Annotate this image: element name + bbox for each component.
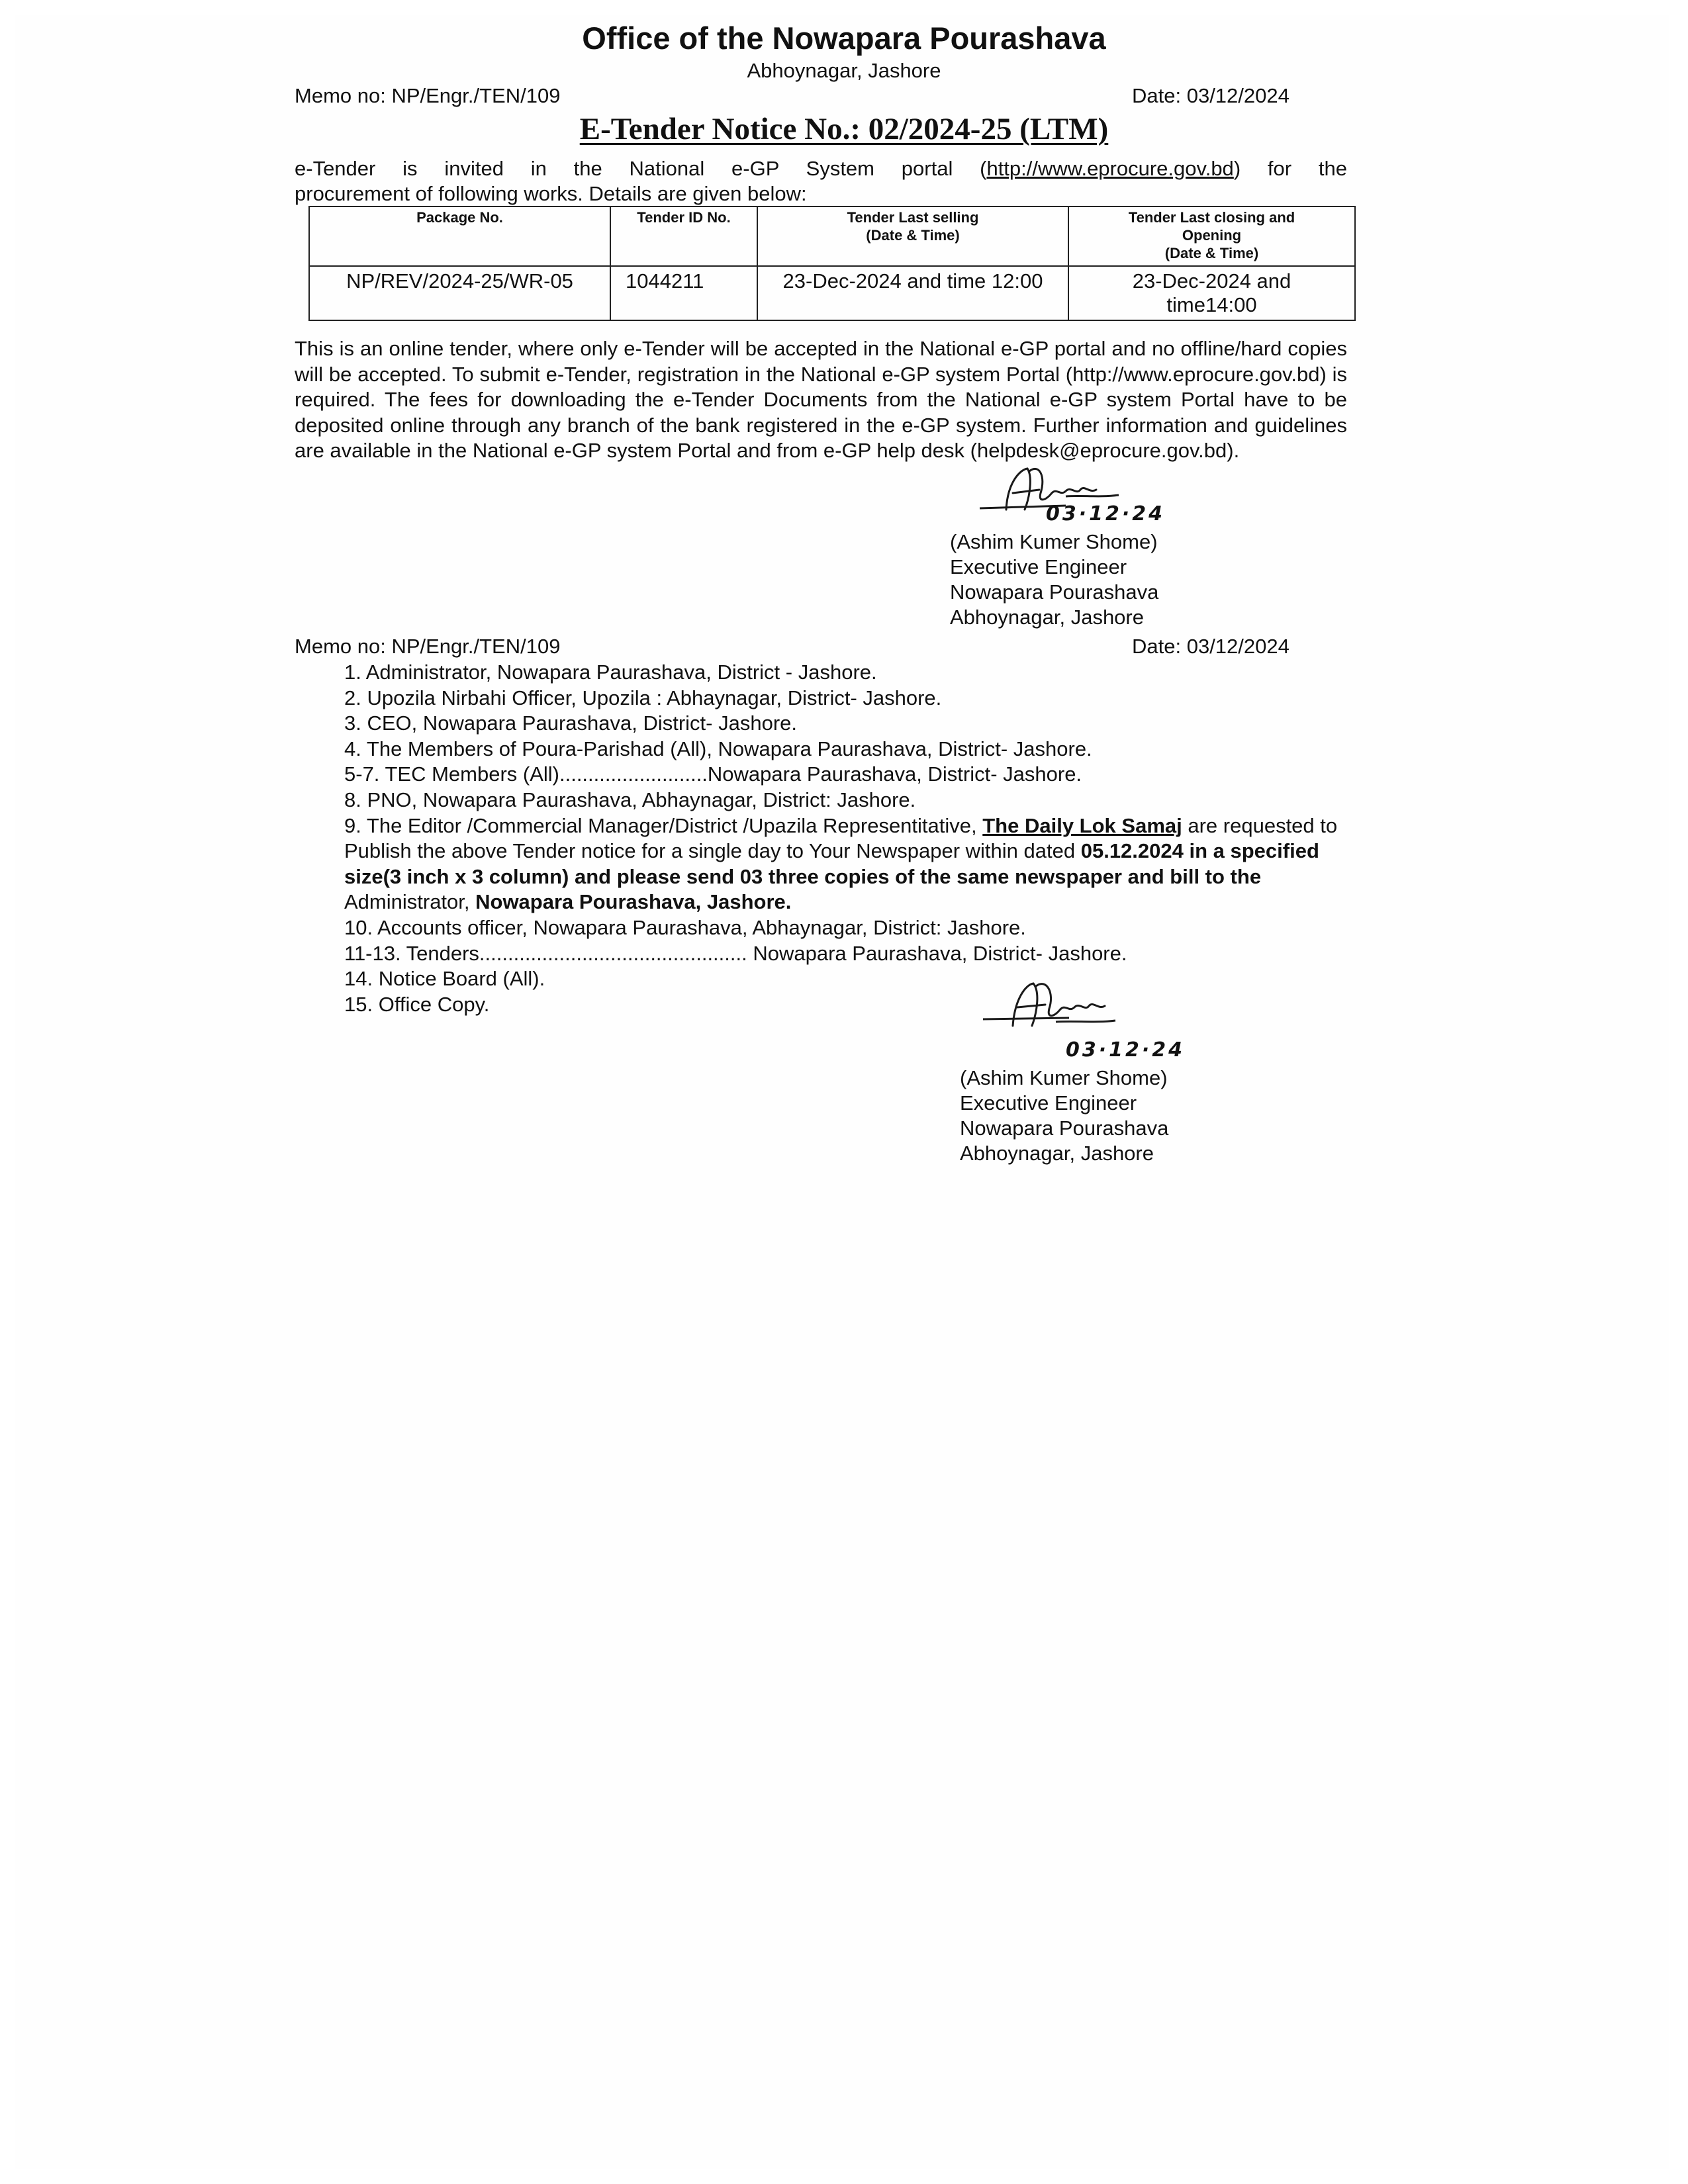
- list-item: 11-13. Tenders............................................... Nowapara Paurashava, District- Jashore.: [344, 941, 1127, 965]
- signature-1-date: 03·12·24: [1046, 502, 1166, 525]
- notice-title-text: E-Tender Notice No.: 02/2024-25 (LTM): [579, 112, 1109, 146]
- cell-tender-id: 1044211: [610, 266, 757, 320]
- signatory-designation: Executive Engineer: [950, 555, 1127, 578]
- intro-text-pre: e-Tender is invited in the National e-GP System portal (: [295, 157, 987, 180]
- tender-instructions: This is an online tender, where only e-Tender will be accepted in the National e-GP portal and no offline/hard copies will be accepted. To submit e-Tender, registration in the National e-GP system Portal (http://www.eprocure.gov.bd) is required. The fees for downloading the e-Tender Documents from the National e-GP system Portal have to be deposited online through any branch of the bank registered in the e-GP system. Further information and guidelines are available in the National e-GP system Portal and from e-GP help desk (helpdesk@eprocure.gov.bd).: [295, 337, 1347, 462]
- signatory-designation: Executive Engineer: [960, 1091, 1137, 1115]
- list-item: 15. Office Copy.: [344, 992, 490, 1016]
- cell-package-no: NP/REV/2024-25/WR-05: [309, 266, 610, 320]
- list-item-newspaper: [344, 813, 1357, 915]
- distribution-memo-number: Memo no: NP/Engr./TEN/109: [295, 635, 561, 658]
- distribution-date: Date: 03/12/2024: [1132, 635, 1289, 658]
- signature-1-block: [950, 529, 1158, 630]
- header-package-no: Package No.: [309, 206, 610, 266]
- office-title: Office of the Nowapara Pourashava: [582, 21, 1106, 56]
- item9-plain: Administrator,: [344, 890, 476, 914]
- intro-text-post: ) for the: [1233, 157, 1347, 180]
- cell-closing-opening: 23-Dec-2024 and time14:00: [1068, 266, 1355, 320]
- list-item: 14. Notice Board (All).: [344, 967, 545, 991]
- signatory-location: Abhoynagar, Jashore: [950, 606, 1144, 629]
- office-location: Abhoynagar, Jashore: [747, 59, 941, 82]
- signature-2-image: [976, 973, 1201, 1046]
- item9-pre: 9. The Editor /Commercial Manager/District /Upazila Representitative,: [344, 813, 983, 837]
- intro-line-1: [295, 156, 1347, 181]
- signatory-name: (Ashim Kumer Shome): [950, 530, 1158, 553]
- list-item: 3. CEO, Nowapara Paurashava, District- Jashore.: [344, 711, 797, 735]
- signatory-location: Abhoynagar, Jashore: [960, 1142, 1154, 1165]
- list-item: 2. Upozila Nirbahi Officer, Upozila : Abhaynagar, District- Jashore.: [344, 686, 942, 709]
- notice-date: Date: 03/12/2024: [1132, 84, 1289, 107]
- signature-2-block: [960, 1066, 1168, 1166]
- header-last-selling: Tender Last selling (Date & Time): [757, 206, 1068, 266]
- item9-mid: are requested to Publish the above Tender notice for a single day to Your Newspaper within dated: [344, 813, 1338, 863]
- list-item: 8. PNO, Nowapara Paurashava, Abhaynagar, District: Jashore.: [344, 788, 916, 811]
- signature-2-date: 03·12·24: [1066, 1038, 1186, 1062]
- list-item: 5-7. TEC Members (All)..........................Nowapara Paurashava, District- Jashore.: [344, 762, 1082, 786]
- list-item: 1. Administrator, Nowapara Paurashava, District - Jashore.: [344, 660, 877, 684]
- intro-line-2: procurement of following works. Details are given below:: [295, 182, 807, 205]
- cell-last-selling: 23-Dec-2024 and time 12:00: [757, 266, 1068, 320]
- tender-table: [308, 206, 1356, 321]
- newspaper-name: The Daily Lok Samaj: [982, 813, 1182, 837]
- memo-number: Memo no: NP/Engr./TEN/109: [295, 84, 561, 107]
- header-tender-id: Tender ID No.: [610, 206, 757, 266]
- item9-bold-1: 05.12.2024 in a specified size(3 inch x 3 column) and please send 03 three copies of the same newspaper and bill to the: [344, 839, 1319, 888]
- distribution-list: [344, 660, 1357, 1017]
- notice-title: [0, 110, 1688, 148]
- portal-link[interactable]: http://www.eprocure.gov.bd: [986, 157, 1234, 180]
- table-header-row: [309, 206, 1355, 266]
- header-closing-opening: Tender Last closing and Opening (Date & Time): [1068, 206, 1355, 266]
- table-row: [309, 266, 1355, 320]
- signatory-name: (Ashim Kumer Shome): [960, 1066, 1168, 1089]
- list-item: 10. Accounts officer, Nowapara Paurashava, Abhaynagar, District: Jashore.: [344, 915, 1026, 939]
- signatory-office: Nowapara Pourashava: [950, 580, 1159, 604]
- item9-bold-2: Nowapara Pourashava, Jashore.: [475, 890, 792, 914]
- signatory-office: Nowapara Pourashava: [960, 1116, 1169, 1140]
- list-item: 4. The Members of Poura-Parishad (All), Nowapara Paurashava, District- Jashore.: [344, 737, 1092, 760]
